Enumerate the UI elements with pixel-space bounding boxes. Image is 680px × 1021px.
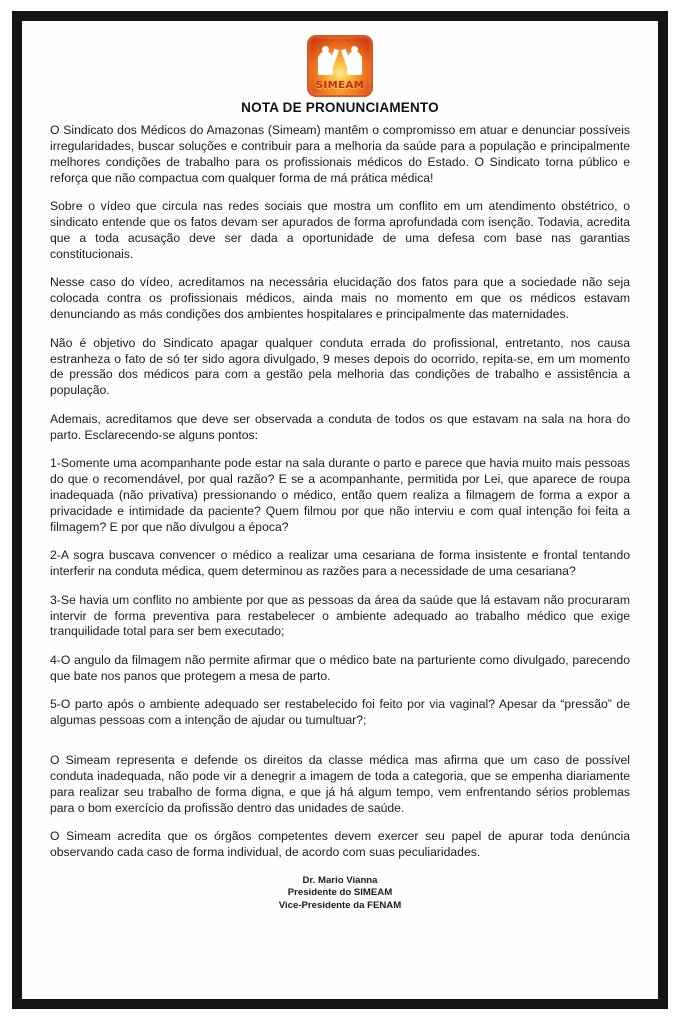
paragraph-video-context: Sobre o vídeo que circula nas redes sociais que mostra um conflito em um atendimento obstétrico, o sindicato entende que os fatos devam ser apurados de forma aprofundada com isenção. Todavia, acredita que a toda acusação deve ser dada a oportunidade de uma defesa com base nas garantias constitucionais. [50, 199, 630, 261]
signatory-role-secondary: Vice-Presidente da FENAM [278, 899, 402, 911]
document-border-frame [12, 11, 668, 1009]
signature-block [46, 875, 634, 912]
list-item-5: 5-O parto após o ambiente adequado ser restabelecido foi feito por via vaginal? Apesar da “pressão” de algumas pessoas com a intenção de ajudar ou tumultuar?; [50, 697, 630, 728]
signatory-name: Dr. Mario Vianna [302, 875, 378, 887]
simeam-logo-icon [307, 35, 373, 97]
logo-brand-text: SIMEAM [315, 80, 365, 91]
figure-head-right [351, 46, 358, 53]
list-item-3: 3-Se havia um conflito no ambiente por que as pessoas da área da saúde que lá estavam não procuraram intervir de forma preventiva para restabelecer o ambiente adequado ao trabalho médico que exige tranquilidade total para ser bem executado; [50, 592, 630, 639]
logo-container [46, 35, 634, 97]
paragraph-intro: O Sindicato dos Médicos do Amazonas (Simeam) mantêm o compromisso em atuar e denunciar possíveis irregularidades, buscar soluções e contribuir para a melhoria da saúde para a população e principalmente melhores condições de trabalho para os profissionais médicos do Estado. O Sindicato torna público e reforça que não compactua com qualquer forma de má prática médica! [50, 123, 630, 185]
signatory-role-primary: Presidente do SIMEAM [287, 887, 393, 899]
paragraph-representation: O Simeam representa e defende os direitos da classe médica mas afirma que um caso de possível conduta inadequada, não pode vir a denegrir a imagem de toda a categoria, que se empenha diariamente para realizar seu trabalho de forma digna, e que já há algum tempo, vem enfrentando sérios problemas para o bom exercício da profissão dentro das unidades de saúde. [50, 753, 630, 815]
page-title: NOTA DE PRONUNCIAMENTO [241, 100, 439, 115]
document-content-area [22, 21, 658, 999]
paragraph-timing: Não é objetivo do Sindicato apagar qualquer conduta errada do profissional, entretanto, nos causa estranheza o fato de só ter sido agora divulgado, 9 meses depois do ocorrido, repita-se, em um momento de pressão dos médicos para com a gestão pela melhoria das condições de trabalho e assistência a população. [50, 335, 630, 398]
document-body [46, 123, 634, 861]
chevron-mark-icon [329, 49, 351, 67]
paragraph-closing: O Simeam acredita que os órgãos competentes devem exercer seu papel de apurar toda denúncia observando cada caso de forma individual, de acordo com suas peculiaridades. [50, 829, 630, 860]
figure-head-left [322, 46, 329, 53]
paragraph-points-lead-in: Ademais, acreditamos que deve ser observada a conduta de todos os que estavam na sala na hora do parto. Esclarecendo-se alguns pontos: [50, 411, 630, 442]
list-item-4: 4-O angulo da filmagem não permite afirmar que o médico bate na parturiente como divulgado, parecendo que bate nos panos que protegem a mesa de parto. [50, 652, 630, 683]
list-item-1: 1-Somente uma acompanhante pode estar na sala durante o parto e parece que havia muito mais pessoas do que o recomendável, por qual razão? E se a acompanhante, permitida por Lei, que aparece de roupa inadequada (não privativa) pressionando o médico, então quem realiza a filmagem de forma a expor a privacidade e intimidade da paciente? Quem filmou por que não interviu e com qual intenção foi feita a filmagem? E por que não divulgou a época? [50, 456, 630, 534]
paragraph-society: Nesse caso do vídeo, acreditamos na necessária elucidação dos fatos para que a sociedade não seja colocada contra os profissionais médicos, ainda mais no momento em que os médicos estavam denunciando as más condições dos ambientes hospitalares e principalmente das maternidades. [50, 275, 630, 322]
list-item-2: 2-A sogra buscava convencer o médico a realizar uma cesariana de forma insistente e frontal tentando interferir na conduta médica, quem determinou as razões para a necessidade de uma cesariana? [50, 548, 630, 579]
